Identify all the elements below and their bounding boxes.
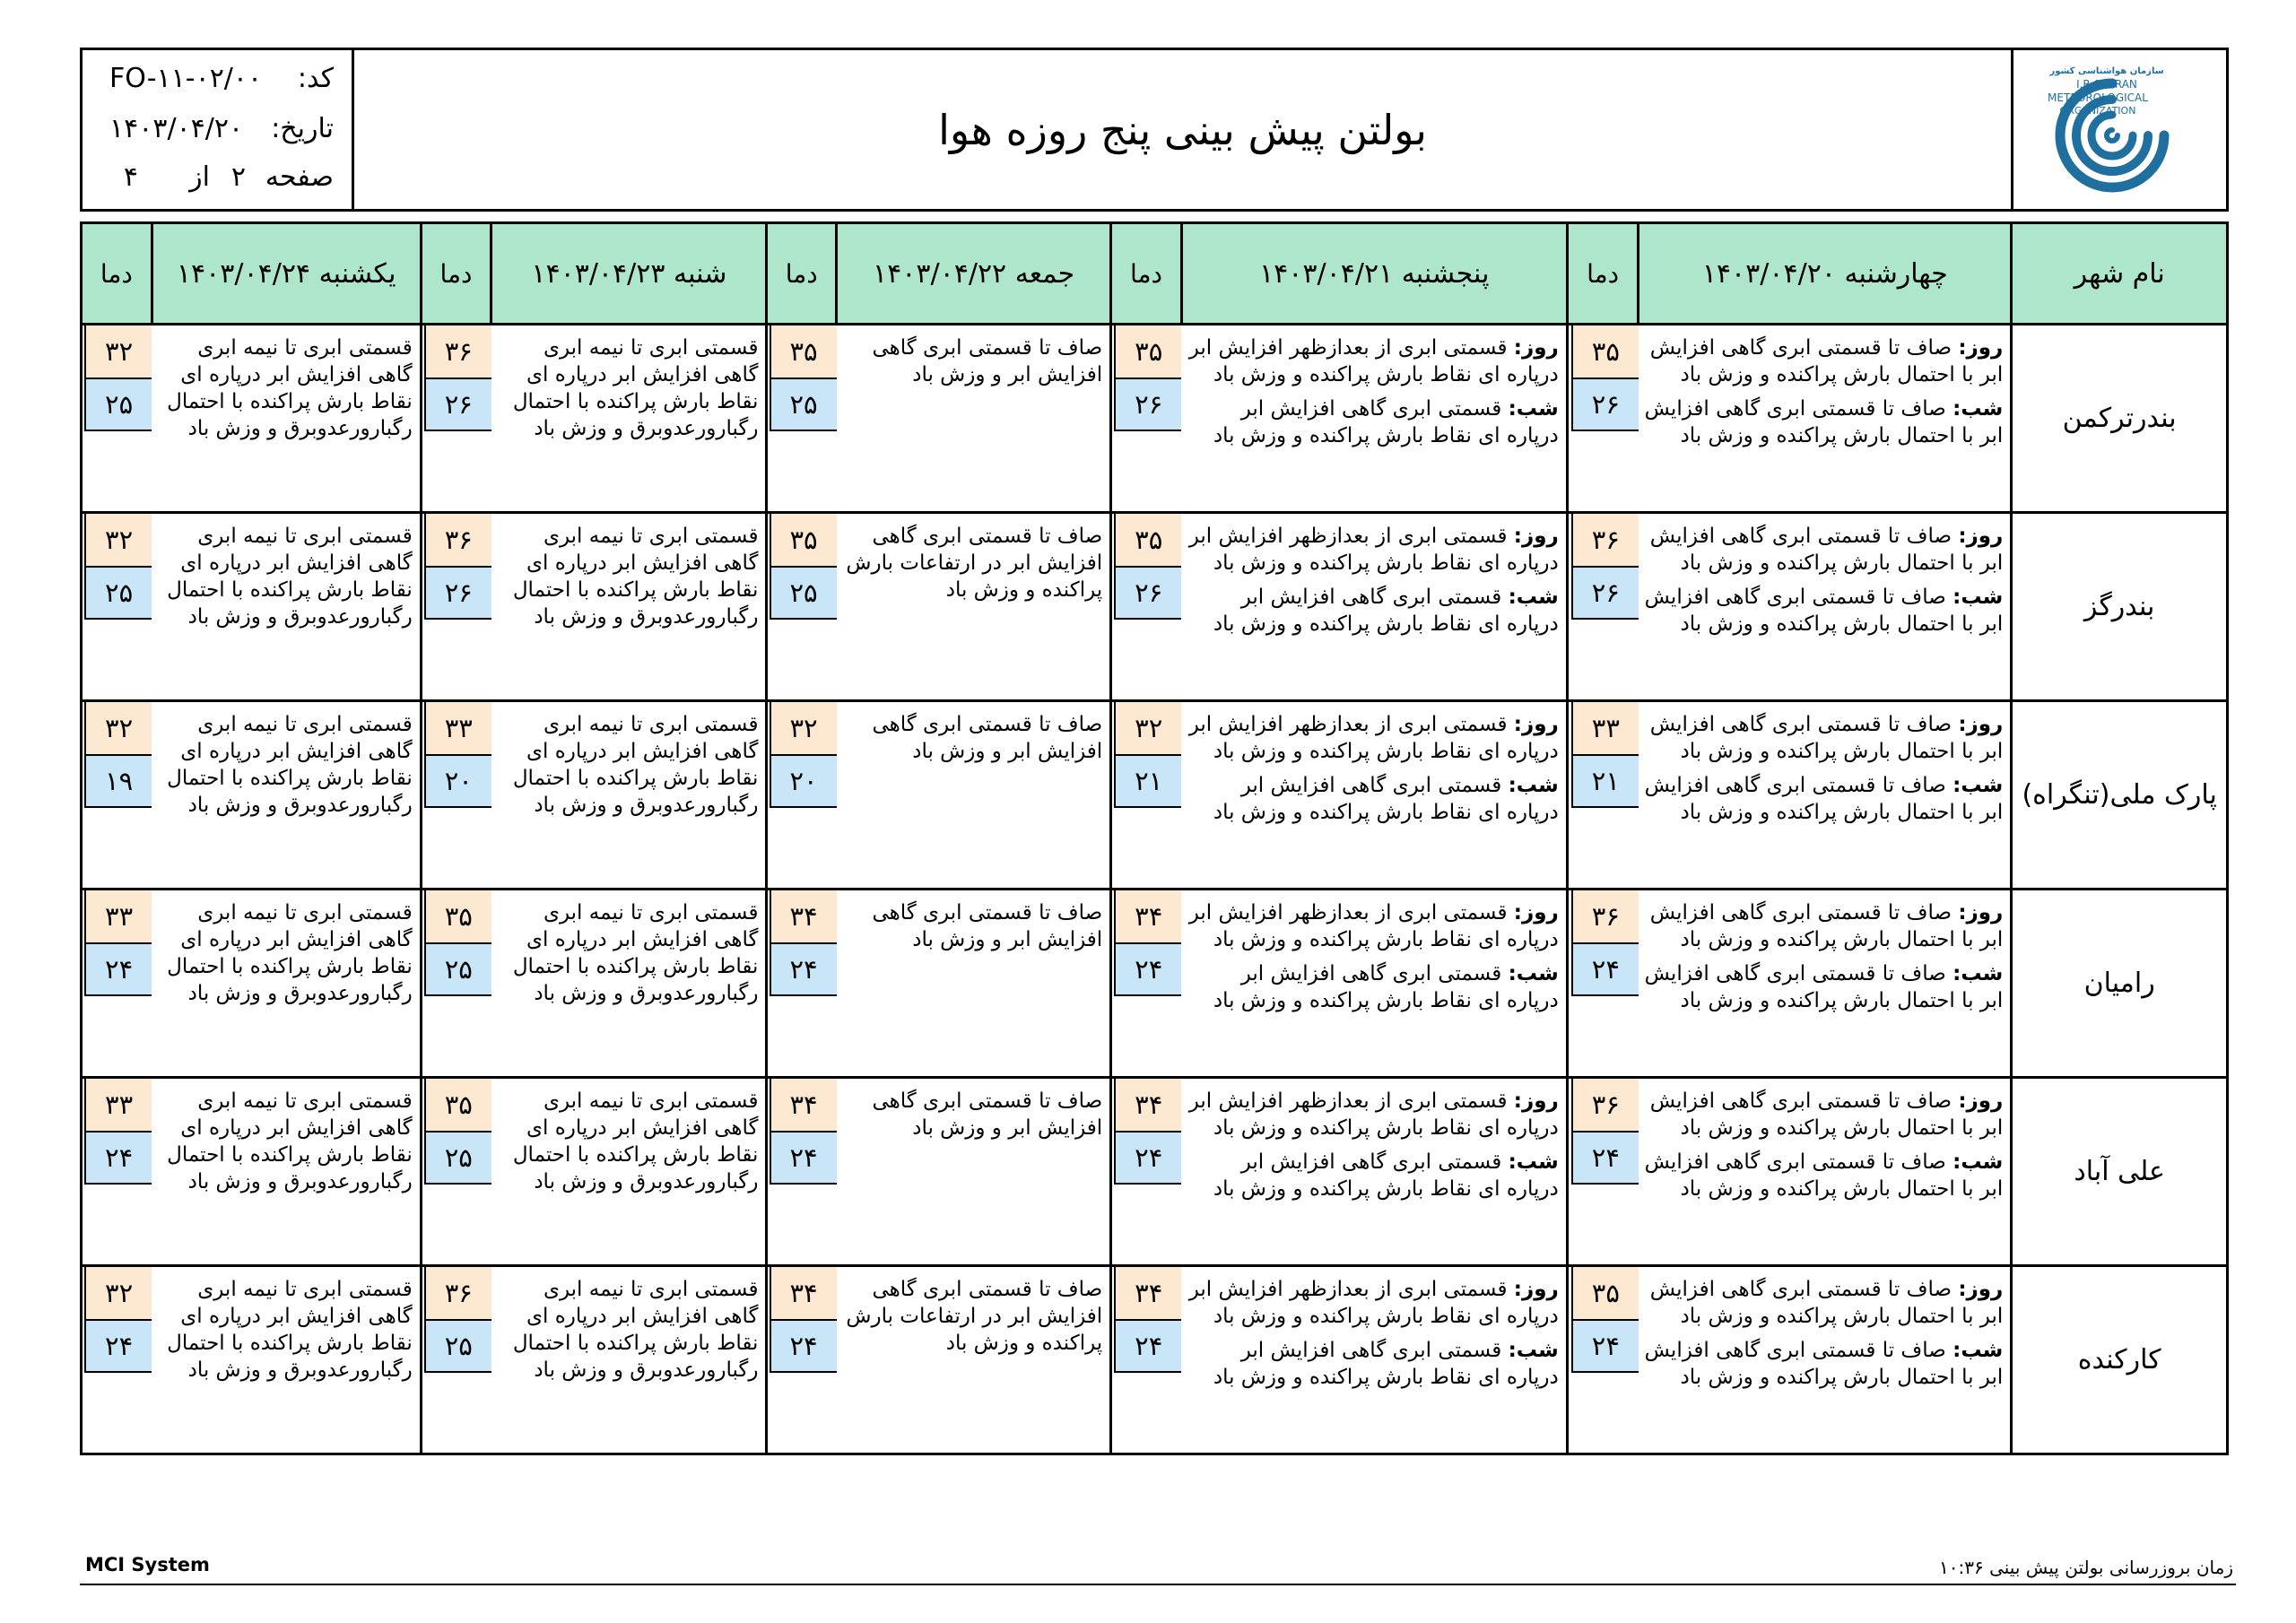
table-row — [82, 701, 2228, 890]
temp-cell — [1111, 1078, 1182, 1266]
min-temp: ۲۴ — [1114, 1131, 1181, 1185]
temp-cell — [421, 513, 491, 701]
code-value: FO-۱۱-۰۲/۰۰ — [109, 63, 263, 94]
page-title: بولتن پیش بینی پنج روزه هوا — [938, 105, 1427, 154]
min-temp: ۲۵ — [424, 1319, 491, 1373]
max-temp: ۳۲ — [84, 1267, 152, 1321]
temp-cell — [82, 701, 152, 890]
night-forecast — [1644, 960, 2003, 1014]
min-temp: ۲۶ — [1114, 378, 1181, 431]
night-forecast-text: قسمتی ابری گاهی افزایش ابر درپاره ای نقاط بارش پراکنده و وزش باد — [1213, 1339, 1559, 1389]
max-temp: ۳۲ — [84, 514, 152, 568]
min-temp: ۲۴ — [1571, 942, 1639, 996]
max-temp: ۳۶ — [424, 1267, 491, 1321]
city-column-header: نام شهر — [2012, 223, 2228, 325]
min-temp: ۲۶ — [424, 566, 491, 620]
temp-cell — [1111, 1266, 1182, 1454]
forecast-day-1 — [1639, 325, 2012, 513]
night-forecast — [1187, 395, 1559, 449]
forecast-day-2 — [1181, 890, 1567, 1078]
forecast-day-1 — [1639, 513, 2012, 701]
logo-text-en-3: ORGANIZATION — [2059, 105, 2136, 117]
night-forecast — [1644, 1337, 2003, 1391]
page-row — [83, 161, 352, 197]
day-forecast — [1644, 899, 2003, 953]
temp-2-header: دما — [1111, 223, 1182, 325]
code-label: کد: — [297, 63, 334, 94]
bulletin-header — [80, 48, 2229, 212]
temp-cell — [767, 890, 837, 1078]
max-temp: ۳۴ — [1114, 1079, 1181, 1133]
day-label: روز: — [1513, 713, 1559, 736]
forecast-day-5: قسمتی ابری تا نیمه ابری گاهی افزایش ابر درپاره ای نقاط بارش پراکنده با احتمال رگبارورعدوبرق و وزش باد — [152, 513, 421, 701]
forecast-day-5: قسمتی ابری تا نیمه ابری گاهی افزایش ابر درپاره ای نقاط بارش پراکنده با احتمال رگبارورعدوبرق و وزش باد — [152, 701, 421, 890]
table-row — [82, 513, 2228, 701]
max-temp: ۳۵ — [424, 1079, 491, 1133]
date-label: تاریخ: — [271, 113, 334, 144]
max-temp: ۳۳ — [424, 702, 491, 756]
city-name: پارک ملی(تنگراه) — [2012, 701, 2228, 890]
day-label: روز: — [1958, 713, 2004, 736]
max-temp: ۳۵ — [1114, 325, 1181, 379]
temp-cell — [82, 1078, 152, 1266]
max-temp: ۳۶ — [1571, 514, 1639, 568]
day-forecast — [1644, 711, 2003, 765]
temp-cell — [1567, 1078, 1639, 1266]
day-forecast-text: قسمتی ابری از بعدازظهر افزایش ابر درپاره ای نقاط بارش پراکنده و وزش باد — [1188, 901, 1559, 951]
day-forecast — [1187, 334, 1559, 388]
day-label: روز: — [1513, 901, 1559, 924]
night-label: شب: — [1952, 1339, 2004, 1362]
max-temp: ۳۵ — [424, 890, 491, 944]
logo-text-en-1: I.R.OF IRAN — [2076, 78, 2137, 91]
day-forecast-text: قسمتی ابری از بعدازظهر افزایش ابر درپاره ای نقاط بارش پراکنده و وزش باد — [1188, 1089, 1559, 1140]
day-1-header: چهارشنبه ۱۴۰۳/۰۴/۲۰ — [1639, 223, 2012, 325]
night-forecast — [1187, 1337, 1559, 1391]
min-temp: ۲۵ — [770, 566, 837, 620]
temp-cell — [1567, 325, 1639, 513]
max-temp: ۳۴ — [770, 1267, 837, 1321]
temp-1-header: دما — [1567, 223, 1639, 325]
day-forecast-text: صاف تا قسمتی ابری گاهی افزایش ابر با احتمال بارش پراکنده و وزش باد — [1649, 336, 2004, 386]
day-2-header: پنجشنبه ۱۴۰۳/۰۴/۲۱ — [1181, 223, 1567, 325]
day-label: روز: — [1513, 1089, 1559, 1113]
min-temp: ۲۰ — [424, 754, 491, 808]
min-temp: ۲۵ — [84, 378, 152, 431]
min-temp: ۲۱ — [1571, 754, 1639, 808]
table-row — [82, 890, 2228, 1078]
max-temp: ۳۶ — [424, 325, 491, 379]
night-label: شب: — [1508, 1339, 1559, 1362]
temp-cell — [1567, 701, 1639, 890]
max-temp: ۳۴ — [1114, 890, 1181, 944]
forecast-day-3: صاف تا قسمتی ابری گاهی افزایش ابر در ارتفاعات بارش پراکنده و وزش باد — [837, 513, 1111, 701]
night-label: شب: — [1952, 774, 2004, 797]
temp-cell — [1567, 1266, 1639, 1454]
forecast-day-1 — [1639, 890, 2012, 1078]
night-forecast-text: قسمتی ابری گاهی افزایش ابر درپاره ای نقاط بارش پراکنده و وزش باد — [1213, 1150, 1559, 1201]
min-temp: ۲۴ — [1114, 942, 1181, 996]
code-row — [83, 63, 352, 99]
temp-cell — [82, 890, 152, 1078]
min-temp: ۲۶ — [1571, 566, 1639, 620]
logo-text-en-2: METEOROLOGICAL — [2048, 91, 2148, 104]
night-label: شب: — [1508, 586, 1559, 609]
night-forecast-text: صاف تا قسمتی ابری گاهی افزایش ابر با احتمال بارش پراکنده و وزش باد — [1644, 774, 2004, 824]
max-temp: ۳۳ — [1571, 702, 1639, 756]
page-total: ۴ — [123, 161, 138, 193]
temp-5-header: دما — [82, 223, 152, 325]
day-forecast — [1187, 711, 1559, 765]
temp-cell — [767, 513, 837, 701]
min-temp: ۲۶ — [1114, 566, 1181, 620]
document-meta — [83, 50, 354, 209]
max-temp: ۳۳ — [84, 890, 152, 944]
temp-4-header: دما — [421, 223, 491, 325]
date-row — [83, 113, 352, 149]
max-temp: ۳۶ — [1571, 890, 1639, 944]
table-row — [82, 1266, 2228, 1454]
temp-cell — [82, 513, 152, 701]
city-name: بندرترکمن — [2012, 325, 2228, 513]
max-temp: ۳۲ — [1114, 702, 1181, 756]
day-forecast — [1644, 334, 2003, 388]
forecast-day-4: قسمتی ابری تا نیمه ابری گاهی افزایش ابر درپاره ای نقاط بارش پراکنده با احتمال رگبارورعدوبرق و وزش باد — [491, 513, 767, 701]
day-label: روز: — [1958, 525, 2004, 548]
night-forecast — [1187, 960, 1559, 1014]
day-label: روز: — [1513, 525, 1559, 548]
min-temp: ۲۱ — [1114, 754, 1181, 808]
max-temp: ۳۵ — [1571, 1267, 1639, 1321]
day-forecast-text: قسمتی ابری از بعدازظهر افزایش ابر درپاره ای نقاط بارش پراکنده و وزش باد — [1188, 1278, 1559, 1328]
night-forecast-text: صاف تا قسمتی ابری گاهی افزایش ابر با احتمال بارش پراکنده و وزش باد — [1644, 586, 2004, 636]
forecast-day-2 — [1181, 513, 1567, 701]
day-forecast — [1187, 1088, 1559, 1141]
temp-cell — [767, 701, 837, 890]
day-label: روز: — [1958, 1278, 2004, 1301]
max-temp: ۳۵ — [770, 514, 837, 568]
day-forecast-text: قسمتی ابری از بعدازظهر افزایش ابر درپاره ای نقاط بارش پراکنده و وزش باد — [1188, 336, 1559, 386]
night-forecast-text: صاف تا قسمتی ابری گاهی افزایش ابر با احتمال بارش پراکنده و وزش باد — [1644, 397, 2004, 447]
night-label: شب: — [1952, 397, 2004, 421]
day-4-header: شنبه ۱۴۰۳/۰۴/۲۳ — [491, 223, 767, 325]
night-forecast-text: قسمتی ابری گاهی افزایش ابر درپاره ای نقاط بارش پراکنده و وزش باد — [1213, 962, 1559, 1012]
night-label: شب: — [1952, 962, 2004, 985]
day-label: روز: — [1513, 336, 1559, 360]
max-temp: ۳۲ — [84, 325, 152, 379]
night-forecast — [1644, 395, 2003, 449]
forecast-day-4: قسمتی ابری تا نیمه ابری گاهی افزایش ابر درپاره ای نقاط بارش پراکنده با احتمال رگبارورعدوبرق و وزش باد — [491, 890, 767, 1078]
date-value: ۱۴۰۳/۰۴/۲۰ — [109, 113, 244, 144]
forecast-day-5: قسمتی ابری تا نیمه ابری گاهی افزایش ابر درپاره ای نقاط بارش پراکنده با احتمال رگبارورعدوبرق و وزش باد — [152, 1266, 421, 1454]
temp-cell — [421, 1266, 491, 1454]
max-temp: ۳۳ — [84, 1079, 152, 1133]
update-time-value: ۱۰:۳۶ — [1939, 1557, 1984, 1578]
city-name: علی آباد — [2012, 1078, 2228, 1266]
min-temp: ۲۴ — [770, 1319, 837, 1373]
night-forecast-text: قسمتی ابری گاهی افزایش ابر درپاره ای نقاط بارش پراکنده و وزش باد — [1213, 774, 1559, 824]
logo-text-fa: سازمان هواشناسی کشور — [2049, 66, 2164, 76]
forecast-day-4: قسمتی ابری تا نیمه ابری گاهی افزایش ابر درپاره ای نقاط بارش پراکنده با احتمال رگبارورعدوبرق و وزش باد — [491, 325, 767, 513]
max-temp: ۳۵ — [770, 325, 837, 379]
min-temp: ۲۴ — [770, 942, 837, 996]
forecast-day-1 — [1639, 1078, 2012, 1266]
day-forecast-text: قسمتی ابری از بعدازظهر افزایش ابر درپاره ای نقاط بارش پراکنده و وزش باد — [1188, 525, 1559, 575]
footer-divider — [80, 1584, 2236, 1585]
temp-cell — [767, 1078, 837, 1266]
forecast-day-2 — [1181, 701, 1567, 890]
temp-cell — [421, 1078, 491, 1266]
max-temp: ۳۲ — [84, 702, 152, 756]
forecast-day-4: قسمتی ابری تا نیمه ابری گاهی افزایش ابر درپاره ای نقاط بارش پراکنده با احتمال رگبارورعدوبرق و وزش باد — [491, 1078, 767, 1266]
night-forecast-text: صاف تا قسمتی ابری گاهی افزایش ابر با احتمال بارش پراکنده و وزش باد — [1644, 962, 2004, 1012]
forecast-day-2 — [1181, 1078, 1567, 1266]
night-label: شب: — [1952, 586, 2004, 609]
night-label: شب: — [1508, 397, 1559, 421]
day-forecast-text: صاف تا قسمتی ابری گاهی افزایش ابر با احتمال بارش پراکنده و وزش باد — [1649, 901, 2004, 951]
night-label: شب: — [1508, 774, 1559, 797]
min-temp: ۲۵ — [424, 1131, 491, 1185]
min-temp: ۲۴ — [84, 1319, 152, 1373]
forecast-day-3: صاف تا قسمتی ابری گاهی افزایش ابر و وزش باد — [837, 1078, 1111, 1266]
forecast-day-2 — [1181, 325, 1567, 513]
night-forecast-text: صاف تا قسمتی ابری گاهی افزایش ابر با احتمال بارش پراکنده و وزش باد — [1644, 1150, 2004, 1201]
max-temp: ۳۵ — [1571, 325, 1639, 379]
min-temp: ۲۶ — [424, 378, 491, 431]
day-forecast — [1644, 1276, 2003, 1330]
max-temp: ۳۴ — [770, 890, 837, 944]
temp-cell — [82, 325, 152, 513]
max-temp: ۳۵ — [1114, 514, 1181, 568]
organization-logo — [2011, 50, 2226, 209]
night-forecast-text: قسمتی ابری گاهی افزایش ابر درپاره ای نقاط بارش پراکنده و وزش باد — [1213, 586, 1559, 636]
day-3-header: جمعه ۱۴۰۳/۰۴/۲۲ — [837, 223, 1111, 325]
forecast-day-3: صاف تا قسمتی ابری گاهی افزایش ابر در ارتفاعات بارش پراکنده و وزش باد — [837, 1266, 1111, 1454]
night-label: شب: — [1952, 1150, 2004, 1174]
max-temp: ۳۴ — [1114, 1267, 1181, 1321]
table-row — [82, 325, 2228, 513]
min-temp: ۲۴ — [770, 1131, 837, 1185]
night-forecast — [1644, 772, 2003, 826]
update-time — [1939, 1557, 2233, 1578]
forecast-table — [80, 221, 2229, 1455]
min-temp: ۱۹ — [84, 754, 152, 808]
max-temp: ۳۴ — [770, 1079, 837, 1133]
night-label: شب: — [1508, 962, 1559, 985]
max-temp: ۳۲ — [770, 702, 837, 756]
min-temp: ۲۴ — [1114, 1319, 1181, 1373]
min-temp: ۲۰ — [770, 754, 837, 808]
min-temp: ۲۴ — [1571, 1131, 1639, 1185]
night-forecast-text: صاف تا قسمتی ابری گاهی افزایش ابر با احتمال بارش پراکنده و وزش باد — [1644, 1339, 2004, 1389]
forecast-day-5: قسمتی ابری تا نیمه ابری گاهی افزایش ابر درپاره ای نقاط بارش پراکنده با احتمال رگبارورعدوبرق و وزش باد — [152, 1078, 421, 1266]
day-label: روز: — [1958, 1089, 2004, 1113]
forecast-day-4: قسمتی ابری تا نیمه ابری گاهی افزایش ابر درپاره ای نقاط بارش پراکنده با احتمال رگبارورعدوبرق و وزش باد — [491, 701, 767, 890]
forecast-day-2 — [1181, 1266, 1567, 1454]
min-temp: ۲۴ — [1571, 1319, 1639, 1373]
city-name: کارکنده — [2012, 1266, 2228, 1454]
night-forecast — [1187, 772, 1559, 826]
temp-cell — [1567, 513, 1639, 701]
night-label: شب: — [1508, 1150, 1559, 1174]
temp-cell — [82, 1266, 152, 1454]
temp-cell — [1111, 325, 1182, 513]
day-label: روز: — [1958, 336, 2004, 360]
day-forecast-text: صاف تا قسمتی ابری گاهی افزایش ابر با احتمال بارش پراکنده و وزش باد — [1649, 525, 2004, 575]
temp-cell — [1111, 701, 1182, 890]
temp-cell — [1111, 513, 1182, 701]
min-temp: ۲۵ — [770, 378, 837, 431]
day-forecast — [1187, 899, 1559, 953]
temp-cell — [1567, 890, 1639, 1078]
max-temp: ۳۶ — [424, 514, 491, 568]
night-forecast — [1187, 1149, 1559, 1202]
night-forecast — [1644, 1149, 2003, 1202]
forecast-day-1 — [1639, 701, 2012, 890]
min-temp: ۲۵ — [424, 942, 491, 996]
night-forecast — [1644, 584, 2003, 638]
day-label: روز: — [1958, 901, 2004, 924]
min-temp: ۲۴ — [84, 942, 152, 996]
city-name: رامیان — [2012, 890, 2228, 1078]
city-name: بندرگز — [2012, 513, 2228, 701]
update-label: زمان بروزرسانی بولتن پیش بینی — [1989, 1557, 2233, 1578]
forecast-day-3: صاف تا قسمتی ابری گاهی افزایش ابر و وزش باد — [837, 701, 1111, 890]
logo-emblem — [2013, 50, 2223, 209]
min-temp: ۲۴ — [84, 1131, 152, 1185]
forecast-day-5: قسمتی ابری تا نیمه ابری گاهی افزایش ابر درپاره ای نقاط بارش پراکنده با احتمال رگبارورعدوبرق و وزش باد — [152, 325, 421, 513]
day-forecast — [1644, 1088, 2003, 1141]
system-name: MCI System — [85, 1554, 210, 1575]
table-body — [82, 325, 2228, 1454]
page-number: ۲ — [230, 161, 246, 193]
min-temp: ۲۶ — [1571, 378, 1639, 431]
forecast-day-3: صاف تا قسمتی ابری گاهی افزایش ابر و وزش باد — [837, 890, 1111, 1078]
night-forecast — [1187, 584, 1559, 638]
temp-cell — [421, 890, 491, 1078]
day-5-header: یکشنبه ۱۴۰۳/۰۴/۲۴ — [152, 223, 421, 325]
table-header — [82, 223, 2228, 325]
temp-cell — [1111, 890, 1182, 1078]
temp-3-header: دما — [767, 223, 837, 325]
min-temp: ۲۵ — [84, 566, 152, 620]
page-of-label: از — [189, 161, 210, 193]
forecast-day-1 — [1639, 1266, 2012, 1454]
temp-cell — [421, 325, 491, 513]
day-forecast-text: صاف تا قسمتی ابری گاهی افزایش ابر با احتمال بارش پراکنده و وزش باد — [1649, 1278, 2004, 1328]
page-label: صفحه — [265, 161, 334, 193]
table-row — [82, 1078, 2228, 1266]
temp-cell — [767, 1266, 837, 1454]
day-forecast-text: قسمتی ابری از بعدازظهر افزایش ابر درپاره ای نقاط بارش پراکنده و وزش باد — [1188, 713, 1559, 763]
day-forecast-text: صاف تا قسمتی ابری گاهی افزایش ابر با احتمال بارش پراکنده و وزش باد — [1649, 1089, 2004, 1140]
day-label: روز: — [1513, 1278, 1559, 1301]
forecast-day-4: قسمتی ابری تا نیمه ابری گاهی افزایش ابر درپاره ای نقاط بارش پراکنده با احتمال رگبارورعدوبرق و وزش باد — [491, 1266, 767, 1454]
day-forecast — [1187, 1276, 1559, 1330]
forecast-day-5: قسمتی ابری تا نیمه ابری گاهی افزایش ابر درپاره ای نقاط بارش پراکنده با احتمال رگبارورعدوبرق و وزش باد — [152, 890, 421, 1078]
day-forecast-text: صاف تا قسمتی ابری گاهی افزایش ابر با احتمال بارش پراکنده و وزش باد — [1649, 713, 2004, 763]
temp-cell — [767, 325, 837, 513]
forecast-day-3: صاف تا قسمتی ابری گاهی افزایش ابر و وزش باد — [837, 325, 1111, 513]
temp-cell — [421, 701, 491, 890]
day-forecast — [1187, 523, 1559, 577]
day-forecast — [1644, 523, 2003, 577]
max-temp: ۳۶ — [1571, 1079, 1639, 1133]
night-forecast-text: قسمتی ابری گاهی افزایش ابر درپاره ای نقاط بارش پراکنده و وزش باد — [1213, 397, 1559, 447]
